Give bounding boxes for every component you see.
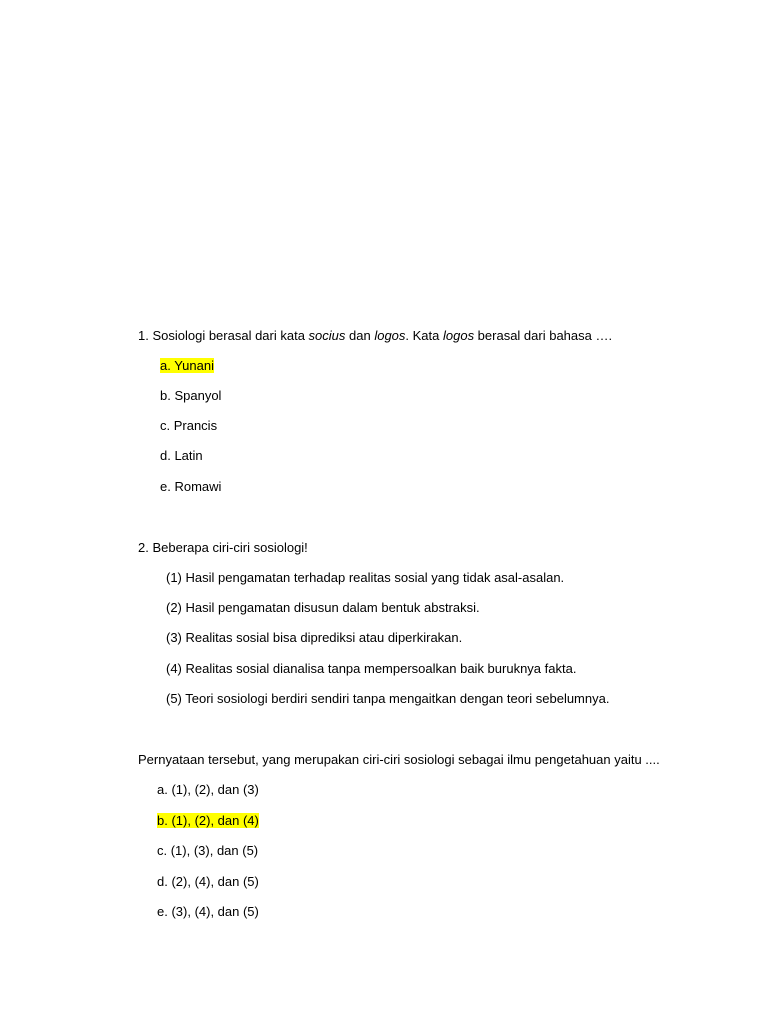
q1-option-b-text: b. Spanyol [160,388,222,403]
q2-option-a [157,782,259,798]
q1-option-c [160,418,217,434]
q1-option-d-text: d. Latin [160,448,203,463]
q2-statement-2: (2) Hasil pengamatan disusun dalam bentuk abstraksi. [166,600,480,615]
q2-option-e-text: e. (3), (4), dan (5) [157,904,259,919]
q2-statement-4: (4) Realitas sosial dianalisa tanpa mempersoalkan baik buruknya fakta. [166,661,577,676]
q1-option-d [160,448,203,464]
q1-option-e [160,479,221,495]
q2-statement-3: (3) Realitas sosial bisa diprediksi atau diperkirakan. [166,630,463,645]
q1-stem-italic-logos: logos [442,328,475,343]
q1-stem-part: . Kata [405,328,443,343]
q1-stem-part: 1. Sosiologi berasal dari kata [138,328,309,343]
q1-option-e-text: e. Romawi [160,479,222,494]
q2-question-text: Pernyataan tersebut, yang merupakan ciri-ciri sosiologi sebagai ilmu pengetahuan yaitu .... [138,752,660,767]
q2-option-b-text: b. (1), (2), dan (4) [157,813,259,828]
q1-option-c-text: c. Prancis [160,418,218,433]
question-1-stem [138,328,612,344]
q1-option-b [160,388,221,404]
q1-stem-italic-socius: socius [308,328,346,343]
q2-option-b [157,813,259,829]
q1-stem-part: dan [345,328,375,343]
q2-statement-1: (1) Hasil pengamatan terhadap realitas sosial yang tidak asal-asalan. [166,570,565,585]
q2-statement-5: (5) Teori sosiologi berdiri sendiri tanpa mengaitkan dengan teori sebelumnya. [166,691,610,706]
q1-option-a [160,358,214,374]
q2-option-c-text: c. (1), (3), dan (5) [157,843,259,858]
q2-option-e [157,904,259,920]
q1-stem-part: berasal dari bahasa …. [474,328,613,343]
q2-option-d-text: d. (2), (4), dan (5) [157,874,259,889]
q2-option-d [157,874,259,890]
q1-stem-italic-logos: logos [374,328,406,343]
q1-option-a-text: a. Yunani [160,358,214,373]
q2-option-c [157,843,258,859]
q2-option-a-text: a. (1), (2), dan (3) [157,782,259,797]
question-2-stem: 2. Beberapa ciri-ciri sosiologi! [138,540,308,555]
